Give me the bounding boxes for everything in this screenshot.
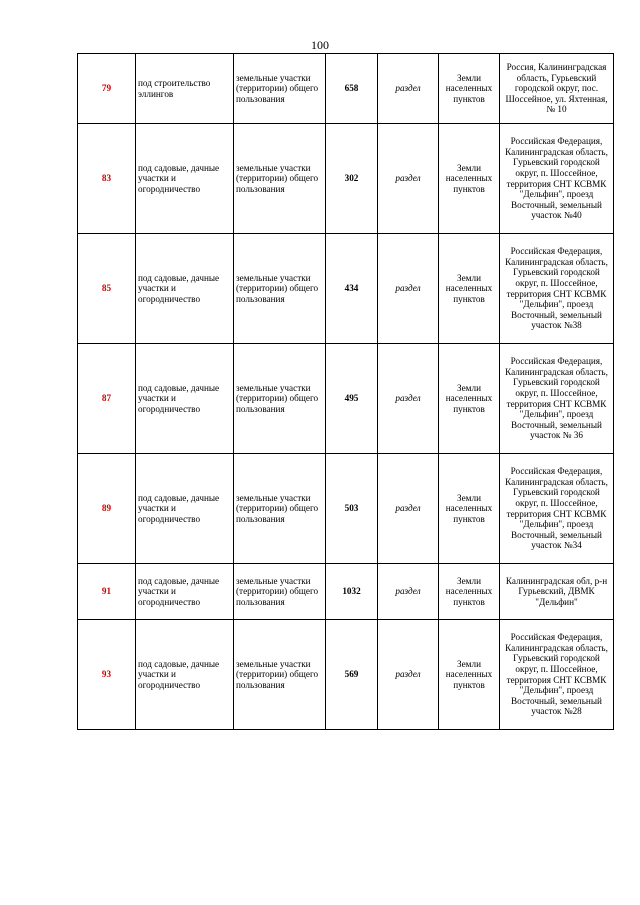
land-category: Земли населенных пунктов bbox=[439, 454, 500, 564]
land-plots-table bbox=[77, 53, 614, 730]
table-row bbox=[78, 54, 614, 124]
table-row bbox=[78, 564, 614, 620]
row-number: 89 bbox=[78, 454, 136, 564]
plot-area: 503 bbox=[326, 454, 378, 564]
page-number: 100 bbox=[311, 38, 329, 52]
land-category: Земли населенных пунктов bbox=[439, 564, 500, 620]
plot-address: Российская Федерация, Калининградская область, Гурьевский городской округ, п. Шоссейное, территория СНТ КСВМК "Дельфин", проезд Восточный, земельный участок №38 bbox=[500, 234, 614, 344]
permitted-use: под строительство эллингов bbox=[136, 54, 234, 124]
plot-address: Калининградская обл, р-н Гурьевский, ДВМК "Дельфин" bbox=[500, 564, 614, 620]
plot-category: земельные участки (территории) общего пользования bbox=[234, 234, 326, 344]
table-row bbox=[78, 620, 614, 730]
plot-area: 658 bbox=[326, 54, 378, 124]
land-category: Земли населенных пунктов bbox=[439, 54, 500, 124]
plot-category: земельные участки (территории) общего пользования bbox=[234, 124, 326, 234]
permitted-use: под садовые, дачные участки и огородничество bbox=[136, 454, 234, 564]
row-number: 85 bbox=[78, 234, 136, 344]
land-category: Земли населенных пунктов bbox=[439, 344, 500, 454]
plot-address: Россия, Калининградская область, Гурьевский городской округ, пос. Шоссейное, ул. Яхтенная, № 10 bbox=[500, 54, 614, 124]
plot-area: 1032 bbox=[326, 564, 378, 620]
permitted-use: под садовые, дачные участки и огородничество bbox=[136, 344, 234, 454]
permitted-use: под садовые, дачные участки и огородничество bbox=[136, 620, 234, 730]
table-row bbox=[78, 344, 614, 454]
land-category: Земли населенных пунктов bbox=[439, 234, 500, 344]
permitted-use: под садовые, дачные участки и огородничество bbox=[136, 564, 234, 620]
plot-address: Российская Федерация, Калининградская область, Гурьевский городской округ, п. Шоссейное, территория СНТ КСВМК "Дельфин", проезд Восточный, земельный участок №40 bbox=[500, 124, 614, 234]
plot-area: 434 bbox=[326, 234, 378, 344]
section-label: раздел bbox=[378, 564, 439, 620]
permitted-use: под садовые, дачные участки и огородничество bbox=[136, 234, 234, 344]
section-label: раздел bbox=[378, 454, 439, 564]
row-number: 93 bbox=[78, 620, 136, 730]
plot-address: Российская Федерация, Калининградская область, Гурьевский городской округ, п. Шоссейное, территория СНТ КСВМК "Дельфин", проезд Восточный, земельный участок № 36 bbox=[500, 344, 614, 454]
row-number: 79 bbox=[78, 54, 136, 124]
section-label: раздел bbox=[378, 54, 439, 124]
plot-area: 495 bbox=[326, 344, 378, 454]
plot-area: 302 bbox=[326, 124, 378, 234]
plot-category: земельные участки (территории) общего пользования bbox=[234, 344, 326, 454]
table-row bbox=[78, 124, 614, 234]
plot-category: земельные участки (территории) общего пользования bbox=[234, 620, 326, 730]
section-label: раздел bbox=[378, 344, 439, 454]
section-label: раздел bbox=[378, 620, 439, 730]
row-number: 87 bbox=[78, 344, 136, 454]
permitted-use: под садовые, дачные участки и огородничество bbox=[136, 124, 234, 234]
row-number: 83 bbox=[78, 124, 136, 234]
plot-category: земельные участки (территории) общего пользования bbox=[234, 54, 326, 124]
plot-area: 569 bbox=[326, 620, 378, 730]
row-number: 91 bbox=[78, 564, 136, 620]
land-category: Земли населенных пунктов bbox=[439, 124, 500, 234]
plot-address: Российская Федерация, Калининградская область, Гурьевский городской округ, п. Шоссейное, территория СНТ КСВМК "Дельфин", проезд Восточный, земельный участок №28 bbox=[500, 620, 614, 730]
land-category: Земли населенных пунктов bbox=[439, 620, 500, 730]
table-row bbox=[78, 454, 614, 564]
section-label: раздел bbox=[378, 124, 439, 234]
section-label: раздел bbox=[378, 234, 439, 344]
plot-category: земельные участки (территории) общего пользования bbox=[234, 564, 326, 620]
plot-address: Российская Федерация, Калининградская область, Гурьевский городской округ, п. Шоссейное, территория СНТ КСВМК "Дельфин", проезд Восточный, земельный участок №34 bbox=[500, 454, 614, 564]
plot-category: земельные участки (территории) общего пользования bbox=[234, 454, 326, 564]
table-row bbox=[78, 234, 614, 344]
